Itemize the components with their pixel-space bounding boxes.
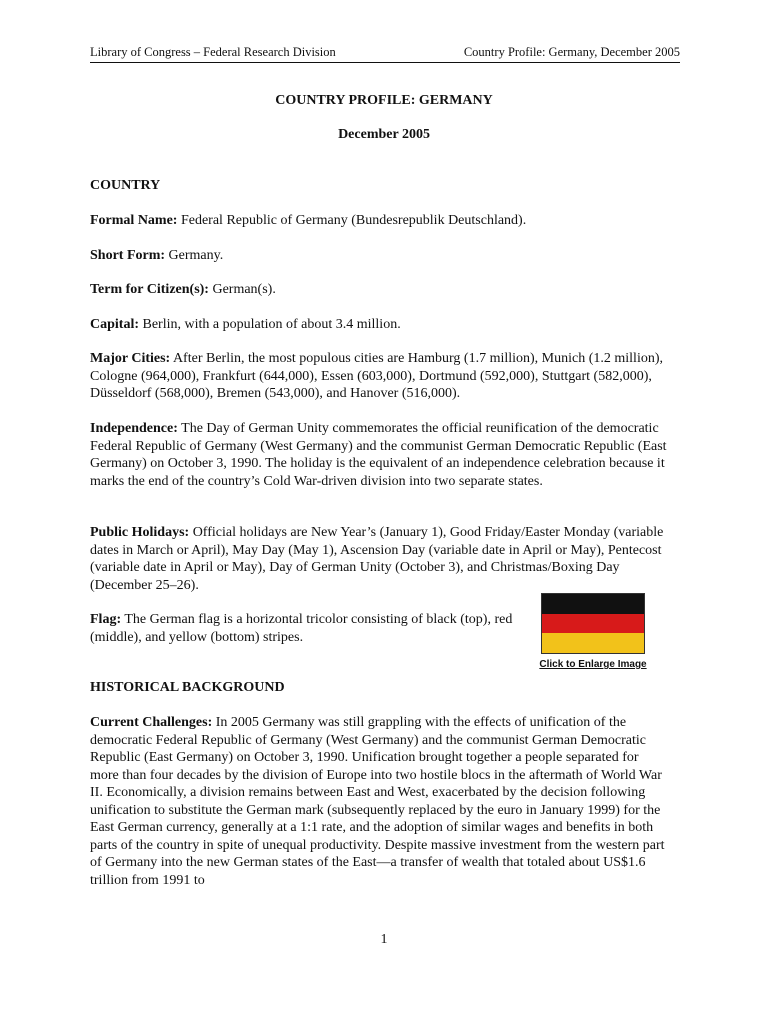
field-text: After Berlin, the most populous cities are Hamburg (1.7 million), Munich (1.2 million), Cologne (964,000), Frankfurt (644,000), Essen (603,000), Dortmund (592,000), Stuttgart (582,000), Düsseldorf (568,000), Bremen (543,000), and Hanover (516,000). — [90, 351, 664, 401]
field-formal-name — [90, 212, 670, 230]
field-text: German(s). — [208, 282, 276, 297]
field-independence — [90, 420, 670, 490]
field-label: Public Holidays: — [90, 525, 190, 540]
enlarge-image-link[interactable]: Click to Enlarge Image — [539, 659, 647, 670]
field-label: Term for Citizen(s): — [90, 282, 209, 297]
field-label: Major Cities: — [90, 351, 171, 366]
field-current-challenges — [90, 714, 670, 889]
field-capital — [90, 316, 670, 334]
field-public-holidays — [90, 524, 670, 594]
field-label: Formal Name: — [90, 213, 178, 228]
field-text: Official holidays are New Year’s (January 1), Good Friday/Easter Monday (variable dates in March or April), May Day (May 1), Ascension Day (variable date in April or May), Pentecost (variable date in April or May), Day of German Unity (October 3), and Christmas/Boxing Day (December 25–26). — [90, 525, 664, 593]
document-title: COUNTRY PROFILE: GERMANY — [275, 93, 493, 108]
field-text: The German flag is a horizontal tricolor consisting of black (top), red (middle), and yellow (bottom) stripes. — [90, 612, 513, 645]
field-text: Germany. — [165, 248, 224, 263]
page-number: 1 — [380, 932, 388, 947]
field-text: The Day of German Unity commemorates the official reunification of the democratic Federal Republic of Germany (West Germany) and the communist German Democratic Republic (East Germany) on October 3, 1990. The holiday is the equivalent of an independence celebration because it marks the end of the country’s Cold War-driven division into two separate states. — [90, 421, 667, 489]
field-short-form — [90, 247, 670, 265]
flag-stripe-red — [542, 614, 644, 634]
field-term-for-citizens — [90, 281, 670, 299]
header-right: Country Profile: Germany, December 2005 — [463, 45, 680, 59]
field-text: Berlin, with a population of about 3.4 million. — [139, 317, 401, 332]
field-flag — [90, 611, 520, 646]
flag-stripe-yellow — [542, 633, 644, 653]
field-label: Current Challenges: — [90, 715, 213, 730]
field-text: In 2005 Germany was still grappling with the effects of unification of the democratic Federal Republic of Germany (West Germany) and the communist German Democratic Republic (East Germany) on October 3, 1990. Unification brought together a people separated for more than four decades by the division of Europe into two hostile blocs in the aftermath of World War II. Economically, a division remains between East and West, exacerbated by the decision following unification to substitute the German mark (subsequently replaced by the euro in January 1999) for the East German currency, generally at a 1:1 rate, and the adoption of similar wages and benefits in both parts of the country in spite of unequal productivity. Despite massive investment from the western part of Germany into the new German states of the East—a transfer of wealth that totaled about US$1.6 trillion from 1991 to — [90, 715, 665, 888]
document-date: December 2005 — [338, 127, 430, 142]
german-flag-image[interactable] — [541, 593, 645, 654]
field-major-cities — [90, 350, 670, 403]
flag-stripe-black — [542, 594, 644, 614]
field-label: Capital: — [90, 317, 139, 332]
field-label: Short Form: — [90, 248, 166, 263]
header-left: Library of Congress – Federal Research Division — [90, 45, 336, 59]
field-text: Federal Republic of Germany (Bundesrepublik Deutschland). — [177, 213, 527, 228]
section-heading-history: HISTORICAL BACKGROUND — [90, 680, 285, 695]
field-label: Independence: — [90, 421, 178, 436]
running-header — [90, 45, 680, 63]
section-heading-country: COUNTRY — [90, 178, 161, 193]
field-label: Flag: — [90, 612, 122, 627]
